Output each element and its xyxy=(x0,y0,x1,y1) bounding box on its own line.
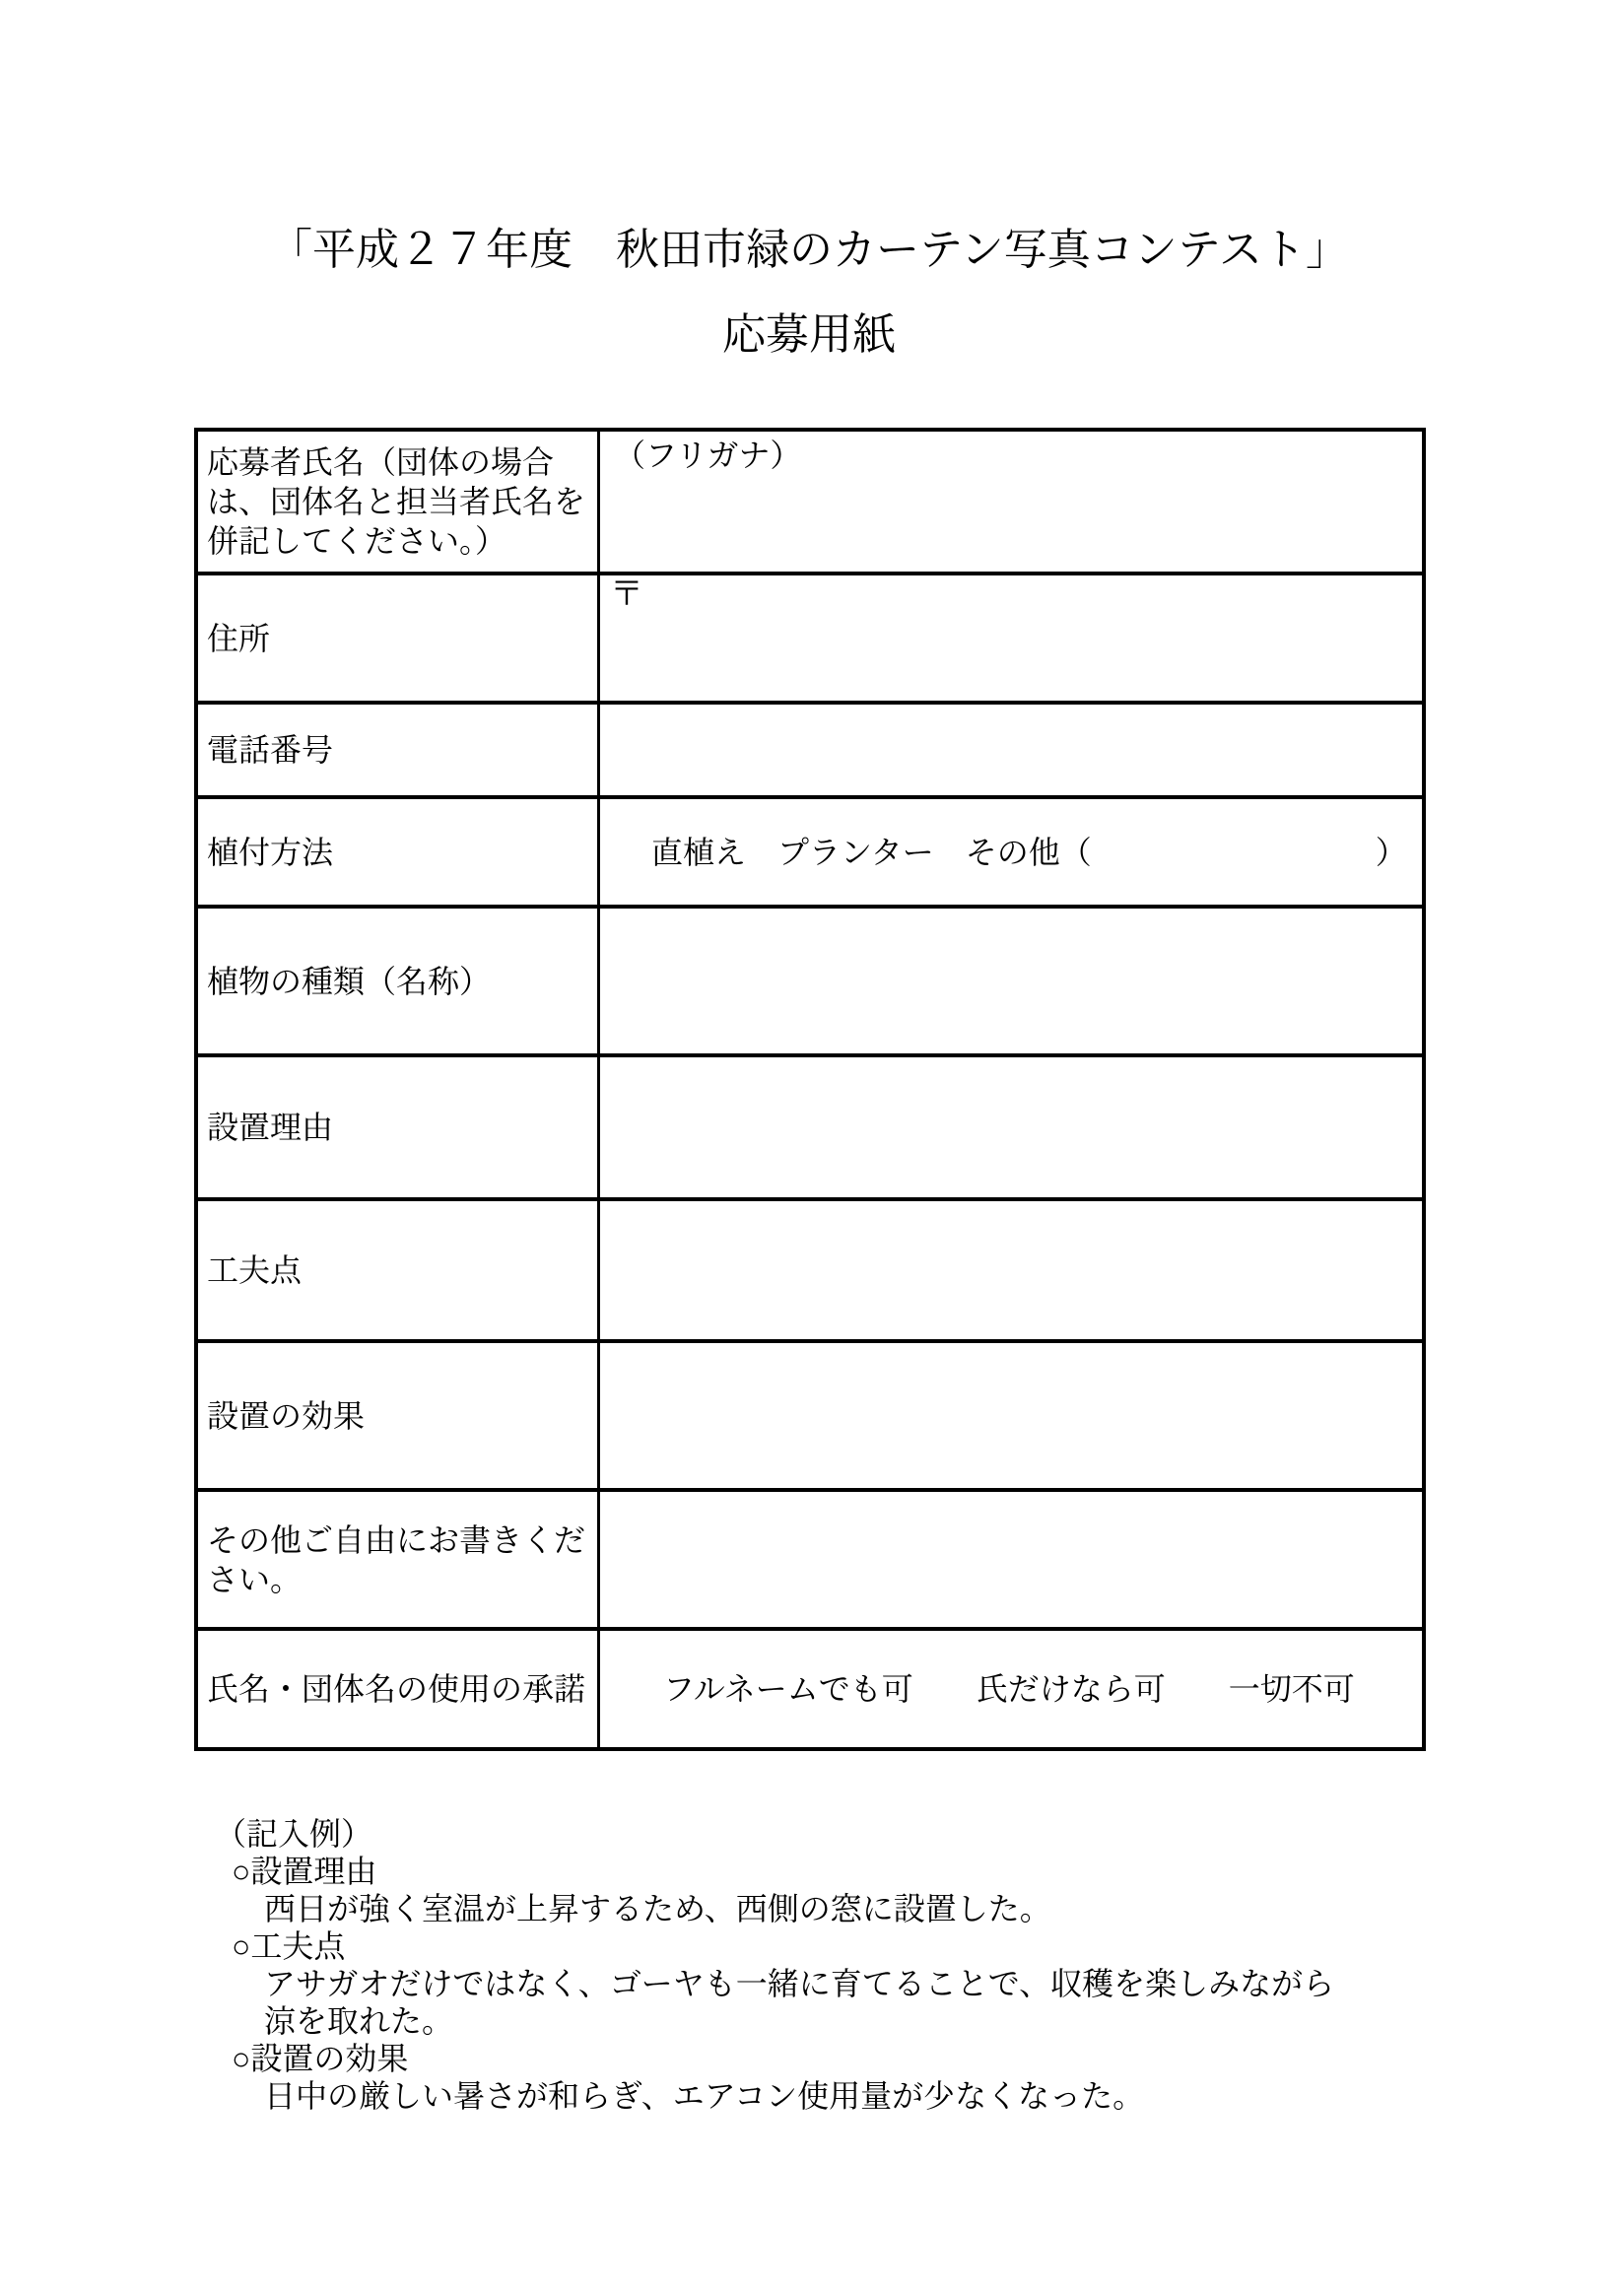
example-item-title: ○設置の効果 xyxy=(232,2041,409,2076)
table-row-phone-number xyxy=(196,703,1424,797)
table-row-applicant-name xyxy=(196,430,1424,574)
table-row-name-usage-consent xyxy=(196,1629,1424,1749)
table-row-ingenuity-points xyxy=(196,1199,1424,1341)
page-title: 「平成２７年度 秋田市緑のカーテン写真コンテスト」 xyxy=(268,226,1350,274)
table-row-address xyxy=(196,574,1424,703)
free-comments-field xyxy=(599,1490,1425,1629)
ingenuity-points-label: 工夫点 xyxy=(196,1199,599,1341)
table-row-free-comments xyxy=(196,1490,1424,1629)
ingenuity-points-field xyxy=(599,1199,1425,1341)
example-item-line: 日中の厳しい暑さが和らぎ、エアコン使用量が少なくなった。 xyxy=(264,2078,1145,2114)
installation-reason-field xyxy=(599,1055,1425,1199)
example-heading: （記入例） xyxy=(215,1816,373,1852)
planting-method-label: 植付方法 xyxy=(196,797,599,907)
name-usage-consent-options: フルネームでも可 氏だけなら可 一切不可 xyxy=(599,1629,1425,1749)
address-label: 住所 xyxy=(196,574,599,703)
free-comments-label: その他ご自由にお書きください。 xyxy=(196,1490,599,1629)
installation-effect-field xyxy=(599,1341,1425,1490)
planting-method-options: 直植え プランター その他（ ） xyxy=(599,797,1425,907)
example-item-title: ○設置理由 xyxy=(232,1854,377,1889)
applicant-name-field: （フリガナ） xyxy=(599,430,1425,574)
applicant-name-label: 応募者氏名（団体の場合は、団体名と担当者氏名を併記してください。） xyxy=(196,430,599,574)
phone-number-field xyxy=(599,703,1425,797)
installation-reason-label: 設置理由 xyxy=(196,1055,599,1199)
table-row-installation-reason xyxy=(196,1055,1424,1199)
installation-effect-label: 設置の効果 xyxy=(196,1341,599,1490)
phone-number-label: 電話番号 xyxy=(196,703,599,797)
name-usage-consent-label: 氏名・団体名の使用の承諾 xyxy=(196,1629,599,1749)
plant-type-field xyxy=(599,907,1425,1055)
example-item-line: 涼を取れた。 xyxy=(264,2003,454,2039)
application-form-table xyxy=(194,428,1426,1751)
table-row-planting-method xyxy=(196,797,1424,907)
table-row-plant-type xyxy=(196,907,1424,1055)
example-item-line: 西日が強く室温が上昇するため、西側の窓に設置した。 xyxy=(264,1891,1051,1926)
example-item-title: ○工夫点 xyxy=(232,1928,346,1964)
example-item-line: アサガオだけではなく、ゴーヤも一緒に育てることで、収穫を楽しみながら xyxy=(264,1966,1335,2001)
plant-type-label: 植物の種類（名称） xyxy=(196,907,599,1055)
page-subtitle: 応募用紙 xyxy=(722,310,896,359)
document-header xyxy=(0,227,1618,359)
entry-example-section xyxy=(215,1815,1334,2115)
address-field: 〒 xyxy=(599,574,1425,703)
table-row-installation-effect xyxy=(196,1341,1424,1490)
